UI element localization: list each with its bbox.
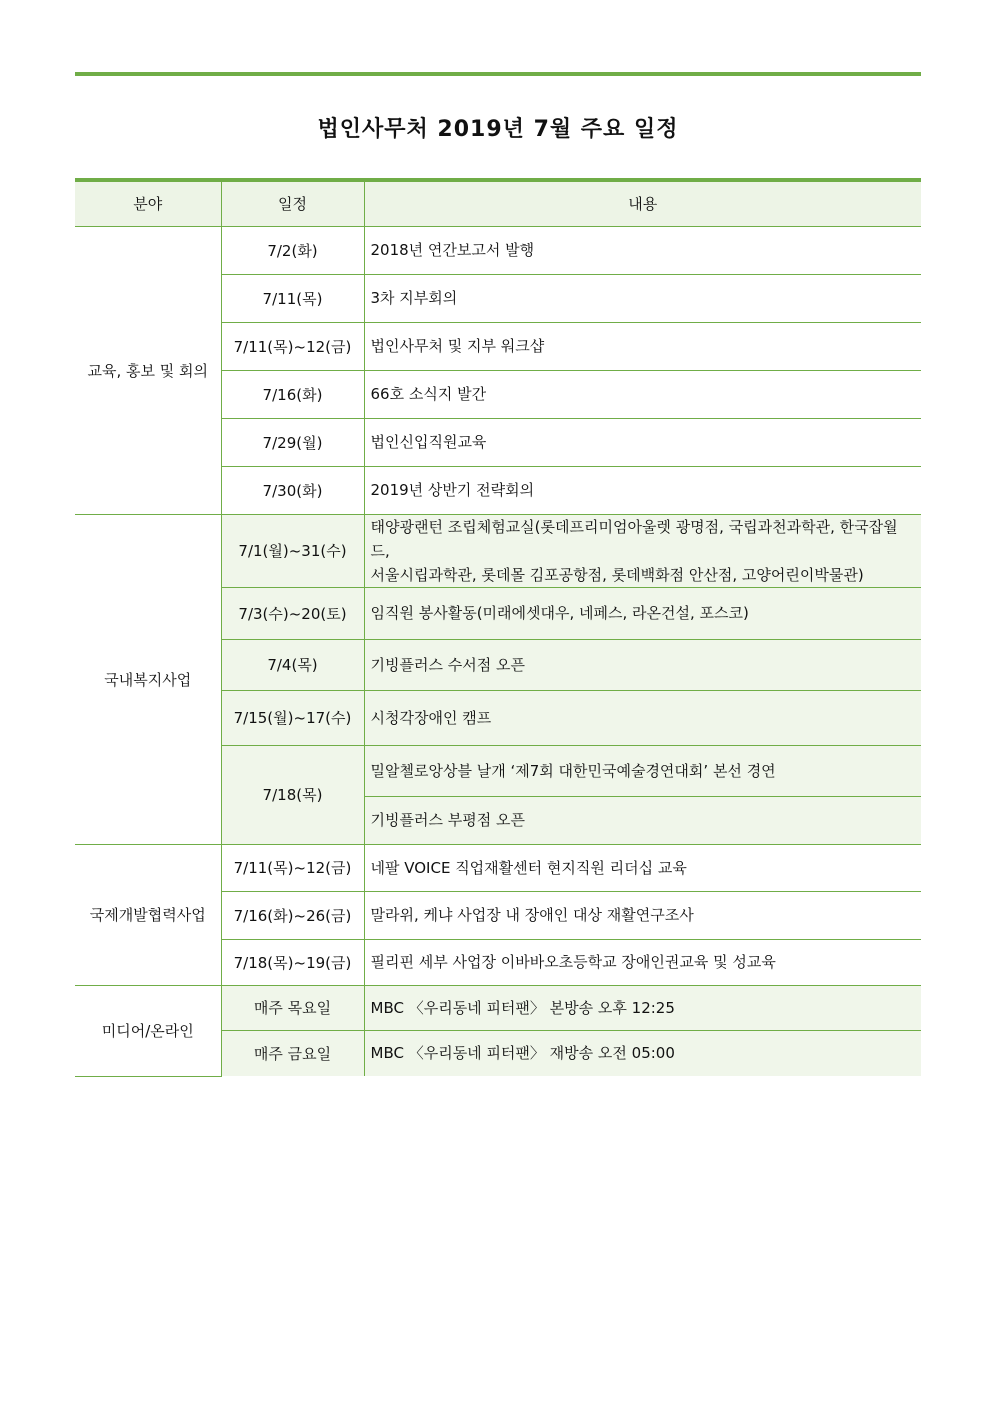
- table-row: [75, 844, 921, 891]
- content-cell: [364, 639, 921, 690]
- table-header-row: [75, 180, 921, 226]
- content-line: 3차 지부회의: [370, 289, 458, 307]
- date-cell: 7/16(화)~26(금): [221, 891, 364, 939]
- content-line: MBC 〈우리동네 피터팬〉 재방송 오전 05:00: [370, 1044, 675, 1063]
- category-cell: 국제개발협력사업: [75, 844, 221, 985]
- content-cell: [364, 514, 921, 587]
- content-line: 기빙플러스 부평점 오픈: [370, 811, 525, 829]
- content-line: 시청각장애인 캠프: [370, 708, 492, 727]
- date-cell: 7/3(수)~20(토): [221, 587, 364, 639]
- content-line: 2019년 상반기 전략회의: [370, 481, 535, 499]
- content-cell: [364, 796, 921, 844]
- date-cell: 7/15(월)~17(수): [221, 690, 364, 745]
- content-line: 2018년 연간보고서 발행: [370, 241, 535, 259]
- content-cell: [364, 844, 921, 891]
- header-category: 분야: [75, 180, 221, 226]
- content-cell: [364, 587, 921, 639]
- date-cell: 7/4(목): [221, 639, 364, 690]
- date-cell: 7/11(목)~12(금): [221, 322, 364, 370]
- content-cell: [364, 939, 921, 985]
- content-line: 기빙플러스 수서점 오픈: [370, 655, 525, 674]
- table-row: [75, 514, 921, 587]
- date-cell: 7/30(화): [221, 466, 364, 514]
- date-cell: 7/18(목): [221, 745, 364, 844]
- content-line: 66호 소식지 발간: [370, 385, 487, 403]
- header-date: 일정: [221, 180, 364, 226]
- category-cell: 국내복지사업: [75, 514, 221, 844]
- content-cell: [364, 985, 921, 1030]
- date-cell: 7/1(월)~31(수): [221, 514, 364, 587]
- date-cell: 매주 금요일: [221, 1030, 364, 1076]
- table-row: [75, 985, 921, 1030]
- date-cell: 매주 목요일: [221, 985, 364, 1030]
- page-title: 법인사무처 2019년 7월 주요 일정: [317, 117, 679, 142]
- content-cell: [364, 745, 921, 796]
- schedule-table: [75, 178, 921, 1077]
- content-cell: [364, 370, 921, 418]
- content-cell: [364, 322, 921, 370]
- content-line: 말라위, 케냐 사업장 내 장애인 대상 재활연구조사: [370, 906, 694, 924]
- table-row: [75, 226, 921, 274]
- date-cell: 7/16(화): [221, 370, 364, 418]
- content-cell: [364, 1030, 921, 1076]
- content-cell: [364, 466, 921, 514]
- date-cell: 7/11(목): [221, 274, 364, 322]
- content-line: MBC 〈우리동네 피터팬〉 본방송 오후 12:25: [370, 998, 675, 1017]
- content-line: 법인신입직원교육: [370, 433, 487, 451]
- date-cell: 7/29(월): [221, 418, 364, 466]
- content-line: 네팔 VOICE 직업재활센터 현지직원 리더십 교육: [370, 858, 687, 877]
- date-cell: 7/11(목)~12(금): [221, 844, 364, 891]
- date-cell: 7/2(화): [221, 226, 364, 274]
- content-cell: [364, 891, 921, 939]
- content-line: 임직원 봉사활동(미래에셋대우, 네페스, 라온건설, 포스코): [370, 604, 749, 622]
- content-cell: [364, 418, 921, 466]
- date-cell: 7/18(목)~19(금): [221, 939, 364, 985]
- content-line: 서울시립과학관, 롯데몰 김포공항점, 롯데백화점 안산점, 고양어린이박물관): [370, 565, 864, 584]
- content-line: 법인사무처 및 지부 워크샵: [370, 337, 545, 355]
- content-line: 태양광랜턴 조립체험교실(롯데프리미엄아울렛 광명점, 국립과천과학관, 한국잡월드,: [370, 517, 898, 560]
- content-line: 필리핀 세부 사업장 이바바오초등학교 장애인권교육 및 성교육: [370, 953, 776, 971]
- content-cell: [364, 226, 921, 274]
- header-content: 내용: [364, 180, 921, 226]
- top-rule: [75, 72, 921, 76]
- content-line: 밀알첼로앙상블 날개 ‘제7회 대한민국예술경연대회’ 본선 경연: [370, 761, 776, 780]
- content-cell: [364, 274, 921, 322]
- category-cell: 미디어/온라인: [75, 985, 221, 1076]
- category-cell: 교육, 홍보 및 회의: [75, 226, 221, 514]
- content-cell: [364, 690, 921, 745]
